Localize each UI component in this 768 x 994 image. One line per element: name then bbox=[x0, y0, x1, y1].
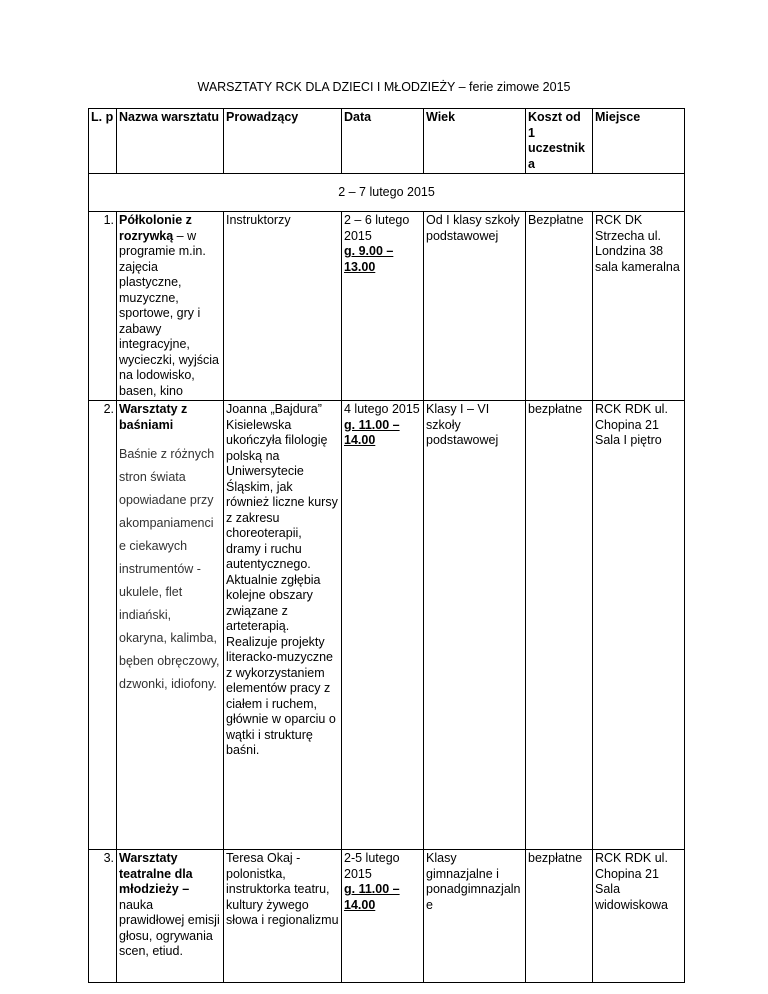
row-age: Klasy I – VI szkoły podstawowej bbox=[424, 401, 526, 850]
row-date-time: g. 9.00 – 13.00 bbox=[344, 244, 394, 274]
row-cost: bezpłatne bbox=[526, 401, 593, 850]
row-name-bold: Warsztaty z baśniami bbox=[119, 402, 188, 432]
document-title: WARSZTATY RCK DLA DZIECI I MŁODZIEŻY – ferie zimowe 2015 bbox=[197, 80, 571, 94]
period-row bbox=[89, 174, 685, 212]
row-date-text: 2 – 6 lutego 2015 bbox=[344, 213, 410, 243]
header-leader: Prowadzący bbox=[224, 109, 342, 174]
header-name: Nazwa warsztatu bbox=[117, 109, 224, 174]
row-name-rest: – w programie m.in. zajęcia plastyczne, muzyczne, sportowe, gry i zabawy integracyjne, wycieczki, wyjścia na lodowisko, basen, kino bbox=[119, 228, 220, 398]
row-date-time: g. 11.00 – 14.00 bbox=[344, 417, 400, 447]
row-date bbox=[342, 401, 424, 850]
row-date-text: 2-5 lutego 2015 bbox=[344, 851, 400, 881]
table-row bbox=[89, 212, 685, 401]
row-cost: Bezpłatne bbox=[526, 212, 593, 401]
row-lp: 3. bbox=[89, 850, 117, 983]
row-name-bold: Półkolonie z rozrywką bbox=[119, 213, 192, 243]
row-date-text: 4 lutego 2015 bbox=[344, 402, 420, 416]
row-leader: Teresa Okaj - polonistka, instruktorka teatru, kultury żywego słowa i regionalizmu bbox=[224, 850, 342, 983]
row-date bbox=[342, 850, 424, 983]
workshops-table bbox=[88, 108, 685, 983]
row-leader: Instruktorzy bbox=[224, 212, 342, 401]
row-name bbox=[117, 850, 224, 983]
row-age: Klasy gimnazjalne i ponadgimnazjaln e bbox=[424, 850, 526, 983]
header-lp: L. p bbox=[89, 109, 117, 174]
row-name bbox=[117, 401, 224, 850]
header-place: Miejsce bbox=[593, 109, 685, 174]
row-leader: Joanna „Bajdura” Kisielewska ukończyła filologię polską na Uniwersytecie Śląskim, jak również liczne kursy z zakresu choreoterapii, dramy i ruchu autentycznego. Aktualnie zgłębia kolejne obszary związane z arteterapią. Realizuje projekty literacko-muzyczne z wykorzystaniem elementów pracy z ciałem i ruchem, głównie w oparciu o wątki i strukturę baśni. bbox=[224, 401, 342, 850]
header-date: Data bbox=[342, 109, 424, 174]
row-place: RCK RDK ul. Chopina 21 Sala I piętro bbox=[593, 401, 685, 850]
row-lp: 1. bbox=[89, 212, 117, 401]
period-label: 2 – 7 lutego 2015 bbox=[89, 174, 685, 212]
row-cost: bezpłatne bbox=[526, 850, 593, 983]
row-name bbox=[117, 212, 224, 401]
row-place: RCK RDK ul. Chopina 21 Sala widowiskowa bbox=[593, 850, 685, 983]
header-age: Wiek bbox=[424, 109, 526, 174]
header-cost: Koszt od 1 uczestnika bbox=[526, 109, 593, 174]
table-row bbox=[89, 850, 685, 983]
table-row bbox=[89, 401, 685, 850]
header-row bbox=[89, 109, 685, 174]
row-age: Od I klasy szkoły podstawowej bbox=[424, 212, 526, 401]
row-name-bold: Warsztaty teatralne dla młodzieży – bbox=[119, 851, 193, 896]
row-place: RCK DK Strzecha ul. Londzina 38 sala kameralna bbox=[593, 212, 685, 401]
row-name-rest: nauka prawidłowej emisji głosu, ogrywania scen, etiud. bbox=[119, 897, 220, 958]
row-date bbox=[342, 212, 424, 401]
row-lp: 2. bbox=[89, 401, 117, 850]
row-name-description: Baśnie z różnych stron świata opowiadane przy akompaniamenci e ciekawych instrumentów - ukulele, flet indiański, okaryna, kalimba, bęben obręczowy, dzwonki, idiofony. bbox=[119, 447, 220, 691]
row-date-time: g. 11.00 – 14.00 bbox=[344, 882, 400, 912]
